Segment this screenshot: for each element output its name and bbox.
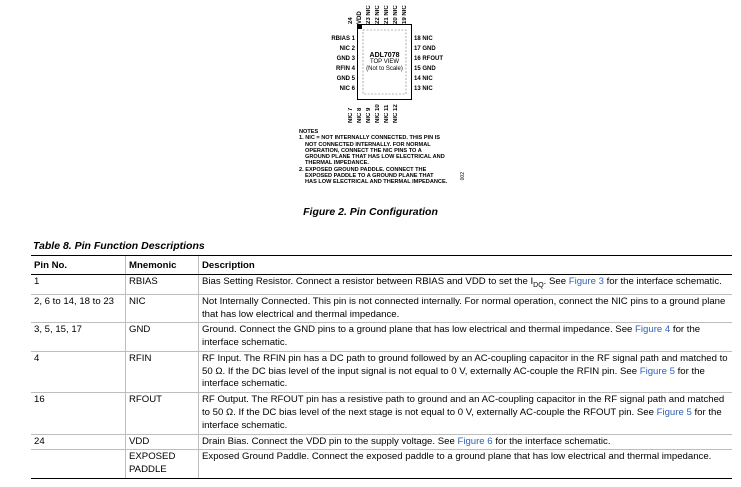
figure-link[interactable]: Figure 6 [457, 435, 493, 447]
desc-text: Not Internally Connected. This pin is not connected internally. For normal operation, connect the NIC pins to a ground plane that has low electrical and thermal impedance. [202, 295, 726, 320]
cell-pin: 2, 6 to 14, 18 to 23 [31, 294, 126, 323]
desc-text: for the interface schematic. [202, 324, 701, 349]
top-pin: 24 VDD [348, 11, 363, 24]
chip-view: TOP VIEW [369, 59, 400, 65]
chip-scale: (Not to Scale) [366, 66, 403, 72]
table-row [31, 450, 732, 479]
cell-description [199, 294, 733, 323]
top-pin: 21 NIC [384, 5, 390, 24]
note-line: EXPOSED PADDLE TO A GROUND PLANE THAT [305, 173, 434, 180]
cell-pin: 3, 5, 15, 17 [31, 323, 126, 352]
bottom-pin: NIC 12 [393, 104, 399, 123]
header-pin-no: Pin No. [31, 256, 126, 275]
figure-caption: Figure 2. Pin Configuration [303, 206, 438, 218]
top-pin: 19 NIC [402, 5, 408, 24]
note-line: GROUND PLANE THAT HAS LOW ELECTRICAL AND [305, 154, 445, 161]
cell-description [199, 351, 733, 392]
cell-pin: 24 [31, 434, 126, 450]
left-pin: NIC 6 [339, 86, 355, 92]
note-line: NOT CONNECTED INTERNALLY. FOR NORMAL [305, 141, 431, 148]
cell-mnemonic: RFIN [126, 351, 199, 392]
bottom-pin: NIC 9 [366, 107, 372, 123]
table-row [31, 323, 732, 352]
cell-pin: 4 [31, 351, 126, 392]
table-row [31, 294, 732, 323]
left-pin: NIC 2 [339, 46, 355, 52]
desc-text: for the interface schematic. [603, 276, 722, 287]
bottom-pin-group [347, 101, 401, 123]
cell-description [199, 434, 733, 450]
bottom-pin: NIC 10 [375, 104, 381, 123]
table-row [31, 393, 732, 434]
left-pin: RBIAS 1 [331, 36, 355, 42]
desc-text: for the interface schematic. [202, 365, 705, 390]
table-title: Table 8. Pin Function Descriptions [33, 240, 205, 252]
right-pin-group [414, 34, 443, 94]
cell-mnemonic: VDD [126, 434, 199, 450]
table-row [31, 275, 732, 295]
cell-pin: 1 [31, 275, 126, 295]
figure-link[interactable]: Figure 3 [568, 276, 604, 287]
cell-description [199, 275, 733, 295]
desc-text: Ground. Connect the GND pins to a ground plane that has low electrical and thermal impedance. See [202, 324, 636, 336]
bottom-pin: NIC 8 [357, 107, 363, 123]
cell-description [199, 323, 733, 352]
figure-code: 002 [460, 172, 466, 181]
header-description: Description [199, 256, 733, 275]
right-pin: 13 NIC [414, 86, 433, 92]
left-pin-group [305, 34, 355, 94]
right-pin: 18 NIC [414, 36, 433, 42]
top-pin-group [347, 4, 410, 24]
top-pin: 22 NIC [375, 5, 381, 24]
left-pin: RFIN 4 [335, 66, 355, 72]
desc-text: RF Output. The RFOUT pin has a resistive path to ground and an AC-coupling capacitor in the RF signal path and matched to 50 Ω. If the DC bias level of the next stage is not equal to 0 V, externally AC-couple the RFOUT pin. See [202, 394, 725, 419]
desc-text: Exposed Ground Paddle. Connect the exposed paddle to a ground plane that has low electrical and thermal impedance. [202, 451, 712, 463]
left-pin: GND 3 [336, 56, 355, 62]
desc-subscript: DQ [533, 281, 544, 289]
bottom-pin: NIC 11 [384, 104, 390, 123]
cell-mnemonic: RBIAS [126, 275, 199, 295]
notes-title: NOTES [299, 129, 319, 135]
chip-name: ADL7078 [369, 52, 400, 59]
note-line: 2. EXPOSED GROUND PADDLE. CONNECT THE [299, 166, 427, 173]
cell-description [199, 393, 733, 434]
desc-text: . See [543, 276, 569, 287]
left-pin: GND 5 [336, 76, 355, 82]
note-line: THERMAL IMPEDANCE. [305, 160, 369, 167]
desc-text: Bias Setting Resistor. Connect a resistor between RBIAS and VDD to set the I [202, 276, 534, 287]
cell-description [199, 450, 733, 479]
note-line: HAS LOW ELECTRICAL AND THERMAL IMPEDANCE. [305, 179, 448, 186]
figure-link[interactable]: Figure 5 [639, 365, 675, 377]
cell-pin: 16 [31, 393, 126, 434]
right-pin: 14 NIC [414, 76, 433, 82]
header-mnemonic: Mnemonic [126, 256, 199, 275]
figure-notes [299, 129, 499, 186]
table-header-row [31, 256, 732, 275]
cell-pin [31, 450, 126, 479]
bottom-pin: NIC 7 [348, 107, 354, 123]
table-row [31, 434, 732, 450]
right-pin: 16 RFOUT [414, 56, 444, 62]
desc-text: RF Input. The RFIN pin has a DC path to ground followed by an AC-coupling capacitor in the RF signal path and matched to 50 Ω. If the DC bias level of the input signal is not equal to 0 V, externally AC-couple the RFIN pin. See [202, 352, 728, 377]
note-line: OPERATION, CONNECT THE NIC PINS TO A [305, 147, 422, 154]
top-pin: 23 NIC [366, 5, 372, 24]
chip-label [357, 52, 412, 73]
figure-link[interactable]: Figure 4 [635, 324, 671, 336]
cell-mnemonic: EXPOSED PADDLE [126, 450, 199, 479]
top-pin: 20 NIC [393, 5, 399, 24]
pin-function-table [31, 255, 732, 479]
cell-mnemonic: NIC [126, 294, 199, 323]
right-pin: 15 GND [414, 66, 436, 72]
cell-mnemonic: RFOUT [126, 393, 199, 434]
note-line: 1. NIC = NOT INTERNALLY CONNECTED. THIS PIN IS [299, 135, 440, 142]
figure-link[interactable]: Figure 5 [656, 407, 692, 419]
right-pin: 17 GND [414, 46, 436, 52]
desc-text: for the interface schematic. [202, 407, 722, 431]
desc-text: Drain Bias. Connect the VDD pin to the supply voltage. See [202, 435, 458, 447]
desc-text: for the interface schematic. [492, 435, 611, 447]
table-row [31, 351, 732, 392]
cell-mnemonic: GND [126, 323, 199, 352]
